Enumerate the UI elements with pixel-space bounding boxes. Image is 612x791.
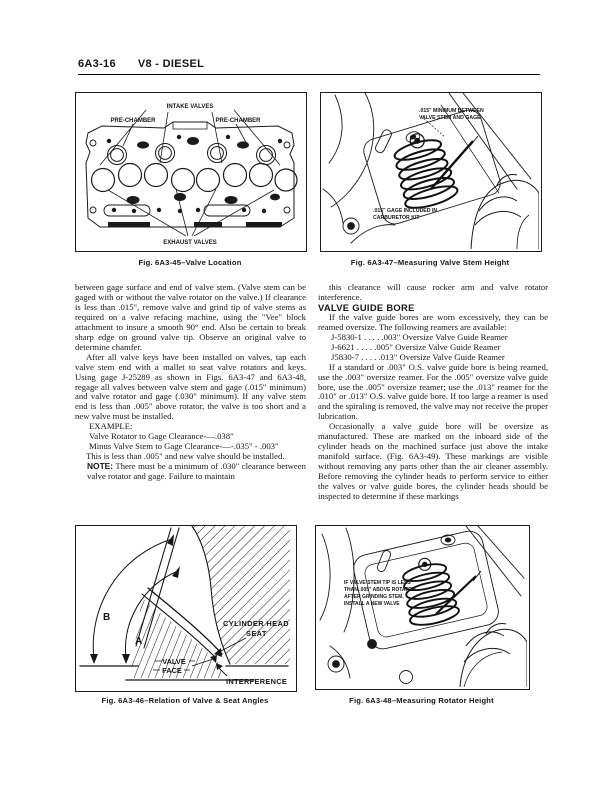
prechamber-left-label: PRE-CHAMBER <box>110 118 156 124</box>
figure-caption-46: Fig. 6A3-46–Relation of Valve & Seat Angles <box>101 696 269 705</box>
figure-valve-location <box>75 92 307 252</box>
valve-ports <box>92 164 298 192</box>
example-line: Valve Rotator to Gage Clearance-—.038" <box>89 431 234 442</box>
rotator-note-label-line3: AFTER GRINDING STEM, <box>344 594 404 600</box>
cylinder-head-seat-label-line1: CYLINDER HEAD <box>223 619 289 628</box>
valve-face-label-line1: VALVE <box>162 657 186 666</box>
intake-valves-label: INTAKE VALVES <box>166 104 214 110</box>
left-column <box>75 283 306 482</box>
gage-kit-label-line2: CARBURETOR KIT <box>373 215 420 221</box>
body-paragraph: If a standard or .003" O.S. valve guide bore is being reamed, use the .003" oversize reamer. For the .005" oversize valve guide bore, use the .005" oversize reamer; use the .013" reamer for the .010" or .013" O.S. valve guide bore. If too large a reamer is used and the spiraling is removed, the valve may not receive the proper lubrication. <box>318 361 548 422</box>
rotator-note-label-line2: THAN .005" ABOVE ROTATOR <box>344 587 416 593</box>
angle-a-label: A <box>135 636 143 647</box>
angle-b-label: B <box>103 612 111 623</box>
figure-valve-seat-angles <box>75 525 297 692</box>
section-heading: VALVE GUIDE BORE <box>318 301 415 313</box>
prechamber-right-label: PRE-CHAMBER <box>215 118 261 124</box>
page-number: 6A3-16 <box>78 58 116 70</box>
gage-kit-label-line1: .015" GAGE INCLUDED IN <box>373 208 438 214</box>
section-title: V8 - DIESEL <box>137 58 205 70</box>
interference-label: INTERFERENCE <box>226 677 288 686</box>
rotator-note-label-line4: INSTALL A NEW VALVE <box>344 601 400 607</box>
right-column <box>318 283 548 502</box>
rotator-height-drawing <box>316 526 527 687</box>
hand <box>471 174 539 249</box>
body-paragraph: This is less than .005" and new valve should be installed. <box>86 451 285 462</box>
figure-caption-48: Fig. 6A3-48–Measuring Rotator Height <box>349 696 494 705</box>
note-label: NOTE: <box>87 461 114 472</box>
rotator-note-label-line1: IF VALVE STEM TIP IS LESS <box>344 580 411 586</box>
body-paragraph: After all valve keys have been installed on valves, tap each valve stem end with a mallet to seat valve rotators and keys. Using gage J-25289 as shown in Figs. 6A3-47 and 6A3-48, regage all valves between valve stem and gage (.015" minimum) and valve rotator and gage (.030" minimum). If any valve stem end is less than .005" above rotator, the valve is too short and a new valve must be installed. <box>75 351 306 422</box>
valve-seat-angles-drawing <box>76 526 294 689</box>
body-paragraph: between gage surface and end of valve stem. (Valve stem can be gaged with or without the valve rotator on the valve.) If clearance is less than .015", remove valve and grind tip of valve stems as required on a valve refacing machine, using the "Vee" block attachment to insure a smooth 90° end. Also be certain to break sharp edge on ground valve tip. Observe an original valve to determine chamfer. <box>75 282 306 352</box>
hand <box>460 623 527 687</box>
reamer-item: J5830-7 . . . . .013" Oversize Valve Guide Reamer <box>331 351 505 362</box>
figure-caption-47: Fig. 6A3-47–Measuring Valve Stem Height <box>350 258 510 267</box>
body-paragraph: this clearance will cause rocker arm and valve rotator interference. <box>318 282 548 302</box>
head-bolt-holes <box>90 140 290 216</box>
reamer-item: J-6621 . . . . .005" Oversize Valve Guide Reamer <box>331 341 501 352</box>
note-paragraph <box>75 462 306 482</box>
min-clearance-label-line2: VALVE STEM AND GAGE <box>419 115 481 121</box>
example-label: EXAMPLE: <box>89 421 133 432</box>
body-paragraph: Occasionally a valve guide bore will be oversize as manufactured. These are marked on the inboard side of the cylinder heads on the machined surface just above the intake manifold surface. (Fig. 6A3-49). These markings are visible without removing any parts other than the air cleaner assembly. Before removing the cylinder heads to perform service to either the valves or valve guide bores, the cylinder heads should be inspected to determine if these markings <box>318 421 548 502</box>
reamer-item: J-5830-1 . . . . .003" Oversize Valve Guide Reamer <box>331 331 508 342</box>
figure-valve-stem-height <box>320 92 542 252</box>
example-line: Minus Valve Stem to Gage Clearance-—-.035" - .003" <box>89 441 279 452</box>
figure-caption-45: Fig. 6A3-45–Valve Location <box>138 258 242 267</box>
body-paragraph: If the valve guide bores are worn excessively, they can be reamed oversize. The following reamers are available: <box>318 311 548 332</box>
page-header <box>78 58 540 75</box>
valve-location-drawing <box>76 93 304 249</box>
min-clearance-label-line1: .015" MINIMUM BETWEEN <box>419 108 484 114</box>
valve-stem-height-drawing <box>321 93 539 249</box>
note-text: There must be a minimum of .030" clearance between valve rotator and gage. Failure to maintain <box>87 461 306 482</box>
cylinder-head-hatch <box>192 526 290 664</box>
figure-rotator-height <box>315 525 530 690</box>
prechamber-ports <box>108 144 276 165</box>
exhaust-valves-label: EXHAUST VALVES <box>163 240 217 246</box>
valve-face-label-line2: FACE <box>162 666 182 675</box>
cylinder-head-seat-label-line2: SEAT <box>246 629 267 638</box>
